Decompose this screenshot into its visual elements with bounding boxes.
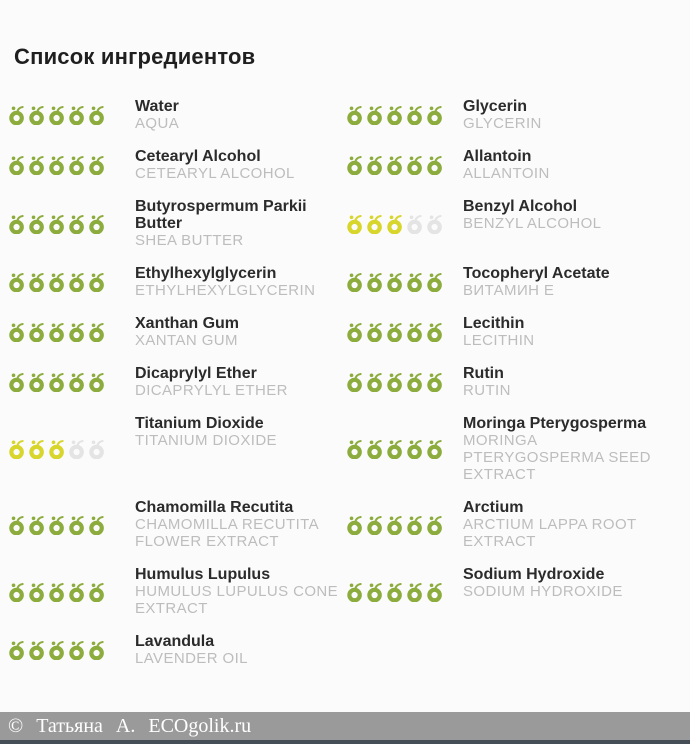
- apple-icon: [88, 155, 106, 175]
- apple-icon: [88, 105, 106, 125]
- apple-icon: [366, 582, 384, 602]
- apple-icon: [48, 105, 66, 125]
- apple-icon: [88, 439, 106, 459]
- ingredient-text: [135, 315, 239, 349]
- ingredient-text: [463, 415, 663, 483]
- ingredient-name: Dicaprylyl Ether: [135, 365, 257, 382]
- apple-icon: [88, 515, 106, 535]
- ingredient-inci: AQUA: [135, 115, 180, 132]
- apple-icon: [406, 515, 424, 535]
- ingredient-inci: RUTIN: [463, 382, 511, 399]
- apple-icon: [48, 322, 66, 342]
- apple-icon: [28, 272, 46, 292]
- ingredient-name: Tocopheryl Acetate: [463, 265, 610, 282]
- apple-icon: [28, 105, 46, 125]
- ingredient-inci: GLYCERIN: [463, 115, 542, 132]
- apple-icon: [68, 515, 86, 535]
- apple-icon: [386, 439, 404, 459]
- ingredient-inci: LAVENDER OIL: [135, 650, 248, 667]
- ingredient-inci: MORINGA PTERYGOSPERMA SEED EXTRACT: [463, 432, 651, 483]
- apple-icon: [346, 372, 364, 392]
- apple-icon: [386, 214, 404, 234]
- ingredient-text: [135, 148, 295, 182]
- rating-apples: [8, 415, 135, 483]
- apple-icon: [48, 272, 66, 292]
- ingredient-text: [135, 415, 277, 449]
- apple-icon: [366, 372, 384, 392]
- apple-icon: [406, 105, 424, 125]
- apple-icon: [48, 640, 66, 660]
- apple-icon: [8, 155, 26, 175]
- rating-apples: [8, 566, 135, 617]
- apple-icon: [68, 214, 86, 234]
- apple-icon: [28, 372, 46, 392]
- apple-icon: [426, 214, 444, 234]
- apple-icon: [406, 272, 424, 292]
- apple-icon: [88, 322, 106, 342]
- apple-icon: [48, 214, 66, 234]
- empty-cell: [345, 633, 690, 667]
- ingredient-name: Allantoin: [463, 148, 532, 165]
- apple-icon: [28, 640, 46, 660]
- ingredient-inci: CHAMOMILLA RECUTITA FLOWER EXTRACT: [135, 516, 319, 550]
- apple-icon: [406, 439, 424, 459]
- ingredient-inci: BENZYL ALCOHOL: [463, 215, 602, 232]
- ingredient-inci: TITANIUM DIOXIDE: [135, 432, 277, 449]
- apple-icon: [366, 439, 384, 459]
- apple-icon: [426, 272, 444, 292]
- apple-icon: [8, 372, 26, 392]
- apple-icon: [48, 439, 66, 459]
- apple-icon: [8, 515, 26, 535]
- apple-icon: [68, 439, 86, 459]
- ingredient-inci: XANTAN GUM: [135, 332, 238, 349]
- rating-apples: [346, 198, 463, 249]
- apple-icon: [346, 439, 364, 459]
- ingredient-item: [0, 633, 345, 667]
- apple-icon: [346, 272, 364, 292]
- apple-icon: [386, 322, 404, 342]
- ingredient-name: Titanium Dioxide: [135, 415, 264, 432]
- apple-icon: [88, 582, 106, 602]
- apple-icon: [68, 640, 86, 660]
- ingredient-text: [135, 499, 340, 550]
- apple-icon: [426, 155, 444, 175]
- ingredient-name: Moringa Pterygosperma: [463, 415, 647, 432]
- apple-icon: [366, 515, 384, 535]
- apple-icon: [346, 582, 364, 602]
- apple-icon: [48, 582, 66, 602]
- apple-icon: [386, 372, 404, 392]
- apple-icon: [68, 105, 86, 125]
- ingredient-text: [135, 198, 340, 249]
- rating-apples: [346, 499, 463, 550]
- ingredient-text: [135, 365, 288, 399]
- rating-apples: [8, 499, 135, 550]
- rating-apples: [8, 365, 135, 399]
- ingredient-name: Butyrospermum Parkii Butter: [135, 198, 307, 232]
- apple-icon: [88, 372, 106, 392]
- apple-icon: [386, 105, 404, 125]
- apple-icon: [88, 272, 106, 292]
- apple-icon: [426, 322, 444, 342]
- ingredient-inci: ALLANTOIN: [463, 165, 550, 182]
- ingredient-text: [135, 265, 315, 299]
- ingredient-inci: ВИТАМИН Е: [463, 282, 555, 299]
- apple-icon: [8, 582, 26, 602]
- apple-icon: [48, 155, 66, 175]
- apple-icon: [426, 439, 444, 459]
- apple-icon: [8, 322, 26, 342]
- rating-apples: [8, 265, 135, 299]
- ingredient-item: [345, 148, 690, 182]
- ingredient-text: [463, 566, 623, 600]
- ingredient-item: [0, 265, 345, 299]
- apple-icon: [8, 640, 26, 660]
- apple-icon: [366, 214, 384, 234]
- apple-icon: [346, 214, 364, 234]
- rating-apples: [8, 98, 135, 132]
- apple-icon: [346, 105, 364, 125]
- rating-apples: [346, 265, 463, 299]
- ingredient-text: [463, 265, 610, 299]
- rating-apples: [346, 365, 463, 399]
- ingredient-name: Chamomilla Recutita: [135, 499, 294, 516]
- apple-icon: [426, 105, 444, 125]
- apple-icon: [8, 439, 26, 459]
- ingredient-item: [0, 499, 345, 550]
- rating-apples: [346, 98, 463, 132]
- ingredient-item: [345, 98, 690, 132]
- ingredient-inci: SHEA BUTTER: [135, 232, 244, 249]
- ingredient-name: Water: [135, 98, 179, 115]
- apple-icon: [48, 372, 66, 392]
- apple-icon: [406, 322, 424, 342]
- ingredient-inci: CETEARYL ALCOHOL: [135, 165, 295, 182]
- apple-icon: [68, 322, 86, 342]
- ingredient-item: [0, 198, 345, 249]
- apple-icon: [426, 515, 444, 535]
- apple-icon: [346, 515, 364, 535]
- apple-icon: [386, 582, 404, 602]
- ingredient-text: [135, 566, 340, 617]
- apple-icon: [88, 214, 106, 234]
- apple-icon: [366, 272, 384, 292]
- apple-icon: [346, 322, 364, 342]
- apple-icon: [406, 582, 424, 602]
- rating-apples: [346, 566, 463, 617]
- copyright-text: © Татьяна А. ECOgolik.ru: [8, 714, 252, 737]
- ingredient-item: [0, 415, 345, 483]
- rating-apples: [346, 315, 463, 349]
- ingredient-name: Glycerin: [463, 98, 528, 115]
- apple-icon: [366, 105, 384, 125]
- ingredient-item: [345, 499, 690, 550]
- ingredient-text: [463, 499, 663, 550]
- ingredient-text: [463, 198, 601, 232]
- apple-icon: [346, 155, 364, 175]
- apple-icon: [8, 272, 26, 292]
- apple-icon: [366, 155, 384, 175]
- ingredient-inci: DICAPRYLYL ETHER: [135, 382, 288, 399]
- apple-icon: [28, 322, 46, 342]
- ingredient-item: [0, 98, 345, 132]
- apple-icon: [386, 155, 404, 175]
- apple-icon: [68, 372, 86, 392]
- ingredient-item: [345, 265, 690, 299]
- ingredient-item: [0, 148, 345, 182]
- ingredient-name: Ethylhexylglycerin: [135, 265, 277, 282]
- apple-icon: [386, 272, 404, 292]
- apple-icon: [406, 155, 424, 175]
- apple-icon: [8, 105, 26, 125]
- ingredients-grid: [0, 98, 690, 667]
- ingredient-item: [0, 566, 345, 617]
- ingredient-name: Humulus Lupulus: [135, 566, 271, 583]
- ingredient-inci: ETHYLHEXYLGLYCERIN: [135, 282, 316, 299]
- ingredient-name: Lavandula: [135, 633, 215, 650]
- ingredient-inci: SODIUM HYDROXIDE: [463, 583, 623, 600]
- page-title: Список ингредиентов: [14, 44, 256, 69]
- rating-apples: [8, 198, 135, 249]
- ingredient-item: [0, 315, 345, 349]
- ingredient-inci: ARCTIUM LAPPA ROOT EXTRACT: [463, 516, 637, 550]
- apple-icon: [386, 515, 404, 535]
- ingredient-item: [345, 315, 690, 349]
- rating-apples: [346, 415, 463, 483]
- apple-icon: [28, 582, 46, 602]
- apple-icon: [48, 515, 66, 535]
- apple-icon: [28, 155, 46, 175]
- ingredient-text: [135, 633, 248, 667]
- apple-icon: [426, 372, 444, 392]
- apple-icon: [88, 640, 106, 660]
- apple-icon: [406, 214, 424, 234]
- ingredient-text: [463, 365, 511, 399]
- apple-icon: [68, 582, 86, 602]
- ingredient-item: [345, 566, 690, 617]
- rating-apples: [346, 148, 463, 182]
- ingredient-inci: HUMULUS LUPULUS CONE EXTRACT: [135, 583, 339, 617]
- ingredient-text: [463, 148, 550, 182]
- apple-icon: [28, 439, 46, 459]
- ingredient-inci: LECITHIN: [463, 332, 535, 349]
- footer-bar: [0, 712, 690, 744]
- rating-apples: [8, 148, 135, 182]
- ingredient-item: [345, 415, 690, 483]
- ingredient-item: [345, 198, 690, 249]
- rating-apples: [8, 633, 135, 667]
- ingredient-item: [345, 365, 690, 399]
- apple-icon: [366, 322, 384, 342]
- ingredient-text: [463, 315, 535, 349]
- rating-apples: [8, 315, 135, 349]
- apple-icon: [28, 214, 46, 234]
- ingredient-item: [0, 365, 345, 399]
- ingredient-text: [463, 98, 542, 132]
- apple-icon: [68, 155, 86, 175]
- apple-icon: [28, 515, 46, 535]
- ingredient-name: Benzyl Alcohol: [463, 198, 578, 215]
- ingredient-name: Rutin: [463, 365, 504, 382]
- apple-icon: [68, 272, 86, 292]
- ingredient-text: [135, 98, 179, 132]
- ingredient-name: Sodium Hydroxide: [463, 566, 605, 583]
- apple-icon: [406, 372, 424, 392]
- ingredient-name: Lecithin: [463, 315, 525, 332]
- apple-icon: [426, 582, 444, 602]
- apple-icon: [8, 214, 26, 234]
- ingredient-name: Arctium: [463, 499, 524, 516]
- ingredient-name: Xanthan Gum: [135, 315, 240, 332]
- ingredient-name: Cetearyl Alcohol: [135, 148, 261, 165]
